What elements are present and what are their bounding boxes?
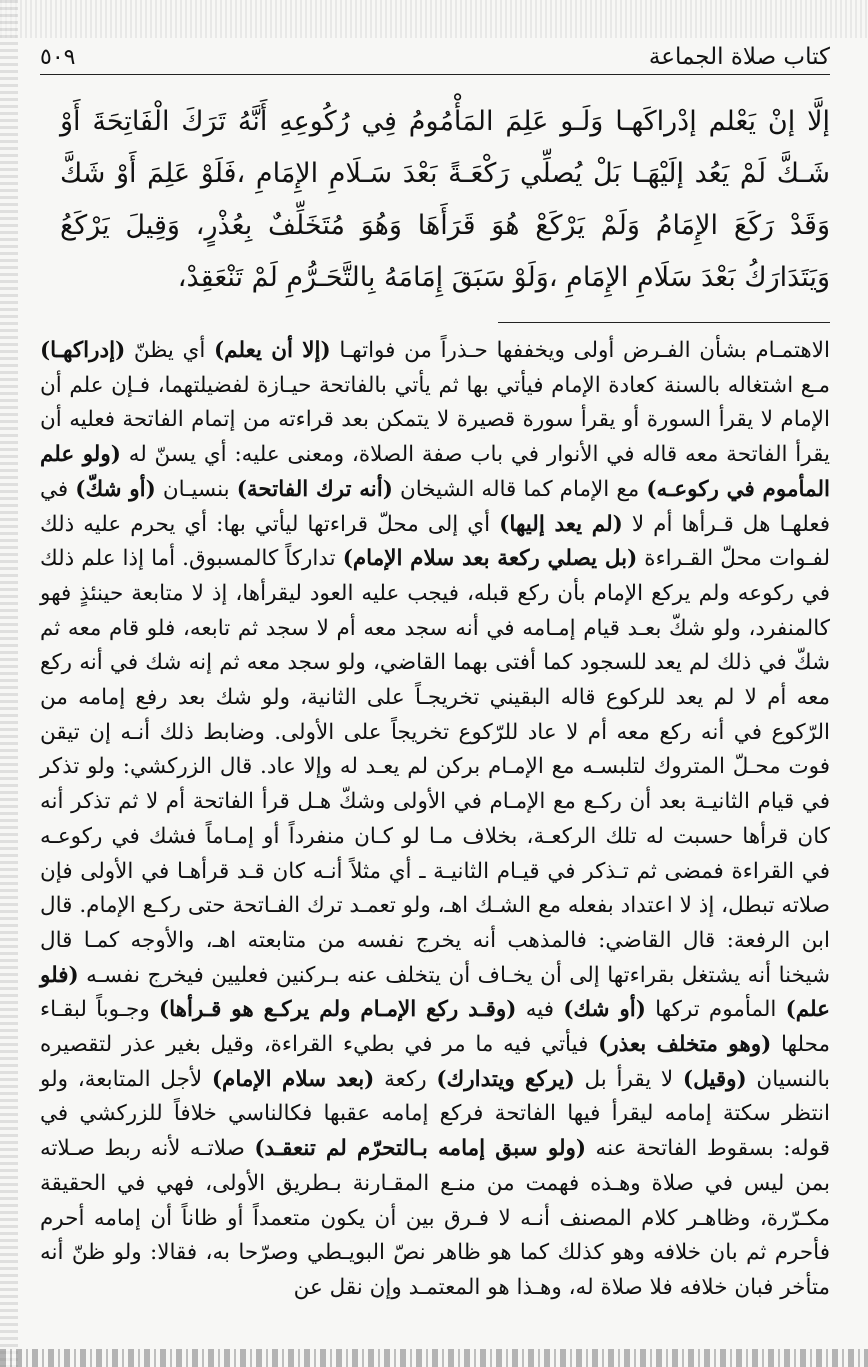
commentary-text: أي إلى محلّ قراءتها ليأتي بها: أي يحرم عليه ذلك لفـوات محلّ القـراءة	[40, 511, 830, 572]
matn-quote: (لم يعد إليها)	[499, 511, 623, 537]
matn-quote: (وقيل)	[682, 1066, 747, 1092]
commentary-text: ركعة	[374, 1066, 437, 1092]
matn-quote: (أو شك)	[563, 997, 646, 1023]
commentary-text: صلاتـه لأنه ربط صـلاته بمن ليس في صلاة وهـذه فهمت من منـع المقـارنة بـطريق الأولى، فهي في الحقيقة مكـرّرة، وظاهـر كلام المصنف أنـه لا فـرق بين أن يكون متعمداً أو ظاناً أن إمامه أحرم فأحرم ثم بان خلافه وهو كذلك كما هو ظاهر نصّ البويـطي وصرّحا به، فقالا: ولو ظنّ أنه متأخر فبان خلافه فلا صلاة له، وهـذا هو المعتمـد وإن نقل عن	[40, 1136, 830, 1300]
page-header	[40, 40, 830, 75]
commentary-block	[40, 334, 830, 1306]
decorative-bottom-border	[0, 1349, 868, 1367]
matn-quote: (بعد سلام الإمام)	[211, 1066, 375, 1092]
commentary-text: مـع اشتغاله بالسنة كعادة الإمام فيأتي بها ثم يأتي بالفاتحة حيـازة لفضيلتهما، فـإن علم أن الإمام لا يقرأ السورة أو يقرأ سورة قصيرة لا يتمكن بعد قراءته من إتمام الفاتحة فعليه أن يقرأ الفاتحة معه قاله في الأنوار في باب صفة الصلاة، ومعنى عليه: أي يسنّ له	[40, 372, 830, 468]
matn-quote: (فلو علم)	[40, 962, 830, 1023]
main-text-block	[60, 96, 830, 304]
decorative-left-border	[0, 0, 18, 1367]
matn-quote: (يركع ويتدارك)	[436, 1066, 575, 1092]
commentary-text: لأجل المتابعة، ولو انتظر سكتة إمامه ليقرأ فيها الفاتحة فركع إمامه عقبها فكالناسي خلافاً للزركشي في قوله: بسقوط الفاتحة عنه	[40, 1066, 830, 1162]
matn-quote: (ولو سبق إمامه بـالتحرّم لم تنعقـد)	[254, 1136, 587, 1162]
commentary-text: فيأتي فيه ما مر في بطيء القراءة، وقيل بغير عذر لتقصيره بالنسيان	[40, 1032, 830, 1092]
commentary-text: لا يقرأ بل	[574, 1066, 683, 1092]
commentary-text: وجـوباً لبقـاء محلها	[40, 997, 830, 1058]
matn-quote: (إدراكهـا)	[40, 338, 126, 363]
matn-quote: (إلا أن يعلم)	[213, 338, 331, 363]
matn-quote: (ولو علم المأموم في ركوعـه)	[40, 442, 830, 502]
matn-quote: (أو شكّ)	[75, 476, 156, 502]
page-number: ٥٠٩	[40, 44, 76, 70]
main-text-paragraph: إلَّا إنْ يَعْلم إدْراكَهـا وَلَـو عَلِمَ المَأْمُومُ فِي رُكُوعِهِ أَنَّهُ تَرَكَ الْفَاتِحَةَ أَوْ شَـكَّ لَمْ يَعُد إلَيْهَـا بَلْ يُصلِّي رَكْعَـةً بَعْدَ سَـلَامِ الإِمَامِ ،فَلَوْ عَلِمَ أَوْ شَكَّ وَقَدْ رَكَعَ الإِمَامُ وَلَمْ يَرْكَعْ هُوَ قَرَأَهَا وَهُوَ مُتَخَلِّفٌ بِعُذْرٍ، وَقِيلَ يَرْكَعُ وَيَتَدَارَكُ بَعْدَ سَلَامِ الإِمَامِ ،وَلَوْ سَبَقَ إِمَامَهُ بِالتَّحَـرُّمِ لَمْ تَنْعَقِدْ،	[60, 106, 830, 293]
commentary-text: فيه	[516, 997, 564, 1023]
matn-quote: (أنه ترك الفاتحة)	[236, 476, 393, 502]
matn-quote: (وقـد ركع الإمـام ولم يركـع هو قـرأها)	[158, 997, 517, 1023]
commentary-text: أي يظنّ	[125, 338, 214, 363]
commentary-text: تداركاً كالمسبوق. أما إذا علم ذلك في ركوعه ولم يركع الإمام بأن ركع قبله، فيجب عليه العود ليقرأها، إذ لا متابعة حينئذٍ فهو كالمنفرد، ولو شكّ بعـد قيام إمـامه في أنه سجد معه أم لا سجد ثم تابعه، فلو قام معه ثم شكّ في ذلك لم يعد للسجود كما أفتى بهما القاضي، ولو سجد معه ثم إنه شك في أنه ركع معه أم لا لم يعد للركوع قاله البقيني تخريجـاً على الثانية، ولو شك بعد رفع إمامه من الرّكوع في أنه ركع معه أم لا عاد للرّكوع تخريجاً على الأولى. وضابط ذلك أنـه إن تيقن فوت محـلّ المتروك لتلبسـه مع الإمـام بركن لم يعـد له وإلا عاد. قال الزركشي: ولو تذكر في قيام الثانيـة بعد أن ركـع مع الإمـام في الأولى وشكّ هـل قرأ الفاتحة أم لا ثم تذكر أنه كان قرأها حسبت له تلك الركعـة، بخلاف مـا لو كـان منفرداً أو إمـاماً فشك في ركوعـه في القراءة فمضى ثم تـذكر في قيـام الثانيـة ـ أي مثلاً أنـه كان قـد قرأهـا في الأولى فإن صلاته تبطل، إذ لا اعتداد بفعله مع الشـك اهـ، ولو تعمـد ترك الفـاتحة حتى ركـع الإمام. قال ابن الرفعة: قال القاضي: فالمذهب أنه يخرج نفسه من متابعته اهـ، والأوجه كمـا قال شيخنا أنه يشتغل بقراءتها إلى أن يخـاف أن يتخلف عنه بـركنين فعليين فيخرج نفسـه	[40, 546, 830, 988]
commentary-text: مع الإمام كما قاله الشيخان	[392, 476, 647, 502]
commentary-text: بنسيـان	[155, 476, 237, 502]
matn-quote: (وهو متخلف بعذر)	[598, 1032, 772, 1058]
matn-quote: (بل يصلي ركعة بعد سلام الإمام)	[342, 546, 638, 572]
decorative-top-border	[0, 0, 868, 38]
commentary-paragraph	[40, 334, 830, 1306]
commentary-text: المأموم تركها	[645, 997, 786, 1023]
running-title: كتاب صلاة الجماعة	[648, 44, 830, 70]
footnote-separator	[498, 322, 830, 323]
commentary-text: الاهتمـام بشأن الفـرض أولى ويخففها حـذراً من فواتهـا	[330, 338, 831, 363]
commentary-text: في فعلهـا هل قـرأها أم لا	[40, 476, 830, 537]
